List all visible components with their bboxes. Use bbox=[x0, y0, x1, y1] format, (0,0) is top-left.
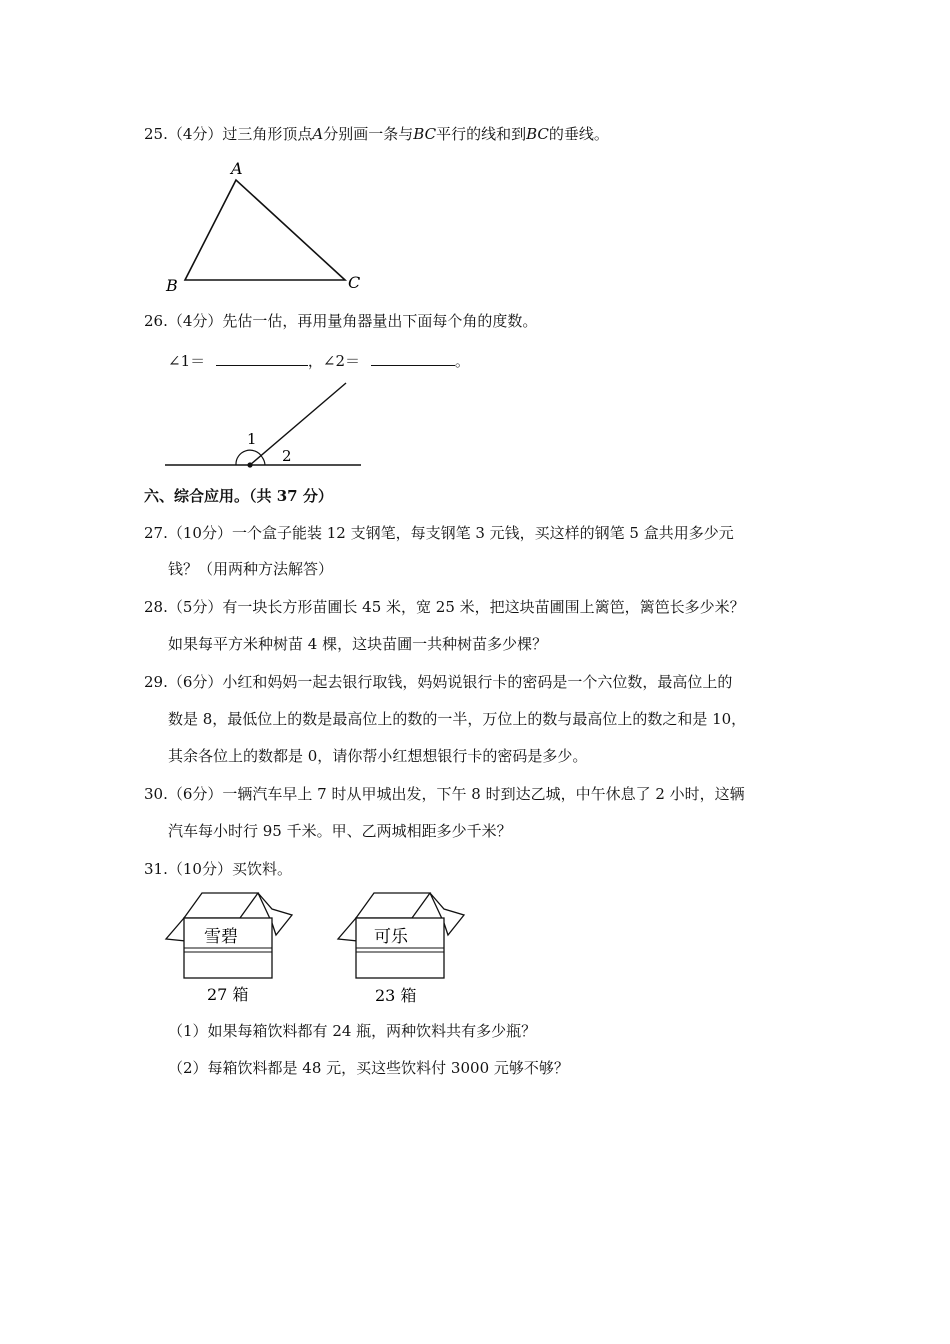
question-31 bbox=[144, 859, 292, 879]
question-text: 分别画一条与 bbox=[323, 125, 414, 143]
cola-count: 23 箱 bbox=[375, 986, 417, 1005]
angle1-label: ∠1＝ bbox=[168, 352, 206, 370]
question-number: 28. bbox=[144, 598, 168, 616]
angle1-answer-blank[interactable] bbox=[216, 351, 308, 366]
separator: ， bbox=[307, 352, 323, 370]
question-score: （4分） bbox=[167, 125, 223, 143]
sentence-end: 。 bbox=[454, 352, 470, 370]
question-29-continued: 数是 8，最低位上的数是最高位上的数的一半，万位上的数与最高位上的数之和是 10， bbox=[168, 710, 747, 728]
cola-label: 可乐 bbox=[374, 927, 408, 947]
question-28-continued: 如果每平方米种树苗 4 棵，这块苗圃一共种树苗多少棵？ bbox=[168, 635, 548, 653]
question-score: （10分） bbox=[167, 524, 232, 542]
vertex-point bbox=[247, 462, 252, 467]
question-30 bbox=[144, 784, 745, 804]
question-text: 有一块长方形苗圃长 45 米，宽 25 米，把这块苗圃围上篱笆，篱笆长多少米？ bbox=[222, 598, 745, 616]
side-label: BC bbox=[526, 125, 549, 143]
question-number: 26. bbox=[144, 312, 168, 330]
question-number: 25. bbox=[144, 125, 168, 143]
drink-boxes-figure bbox=[160, 885, 480, 1010]
sprite-count: 27 箱 bbox=[207, 985, 249, 1004]
angle-figure bbox=[160, 378, 370, 473]
angle2-answer-blank[interactable] bbox=[371, 351, 455, 366]
question-text: 过三角形顶点 bbox=[222, 125, 313, 143]
triangle-figure bbox=[160, 155, 370, 300]
question-score: （6分） bbox=[167, 785, 223, 803]
angle2-label: ∠2＝ bbox=[322, 352, 361, 370]
angle1-mark: 1 bbox=[247, 430, 257, 448]
question-score: （5分） bbox=[167, 598, 223, 616]
section-heading: 六、综合应用。（共 37 分） bbox=[144, 487, 333, 505]
triangle-label-b: B bbox=[166, 276, 178, 295]
question-text: 一个盒子能装 12 支钢笔，每支钢笔 3 元钱，买这样的钢笔 5 盒共用多少元 bbox=[231, 524, 734, 542]
triangle-label-c: C bbox=[348, 273, 361, 292]
angle2-arc bbox=[262, 457, 265, 465]
question-31-part-1: （1）如果每箱饮料都有 24 瓶，两种饮料共有多少瓶？ bbox=[168, 1022, 537, 1040]
question-27 bbox=[144, 523, 734, 543]
angle-ray bbox=[250, 383, 346, 465]
question-26 bbox=[144, 311, 537, 331]
triangle-label-a: A bbox=[231, 159, 243, 178]
question-text: 小红和妈妈一起去银行取钱，妈妈说银行卡的密码是一个六位数，最高位上的 bbox=[222, 673, 733, 691]
question-30-continued: 汽车每小时行 95 千米。甲、乙两城相距多少千米？ bbox=[168, 822, 512, 840]
sprite-label: 雪碧 bbox=[204, 927, 238, 947]
question-text: 的垂线。 bbox=[548, 125, 609, 143]
question-25 bbox=[144, 124, 609, 144]
question-29-continued: 其余各位上的数都是 0，请你帮小红想想银行卡的密码是多少。 bbox=[168, 747, 588, 765]
question-28 bbox=[144, 597, 745, 617]
question-number: 31. bbox=[144, 860, 168, 878]
angle2-mark: 2 bbox=[282, 447, 292, 465]
vertex-label: A bbox=[312, 125, 324, 143]
question-number: 27. bbox=[144, 524, 168, 542]
question-29 bbox=[144, 672, 732, 692]
question-score: （4分） bbox=[167, 312, 223, 330]
question-27-continued: 钱？（用两种方法解答） bbox=[168, 560, 334, 578]
side-label: BC bbox=[413, 125, 437, 143]
question-text: 先估一估，再用量角器量出下面每个角的度数。 bbox=[222, 312, 538, 330]
question-score: （10分） bbox=[167, 860, 232, 878]
cola-box bbox=[338, 893, 464, 1005]
triangle-abc bbox=[185, 180, 345, 280]
angle-answer-row bbox=[168, 351, 470, 371]
question-31-part-2: （2）每箱饮料都是 48 元，买这些饮料付 3000 元够不够？ bbox=[168, 1059, 569, 1077]
question-text: 买饮料。 bbox=[231, 860, 292, 878]
question-number: 30. bbox=[144, 785, 168, 803]
question-number: 29. bbox=[144, 673, 168, 691]
sprite-box bbox=[166, 893, 292, 1004]
question-score: （6分） bbox=[167, 673, 223, 691]
question-text: 一辆汽车早上 7 时从甲城出发，下午 8 时到达乙城，中午休息了 2 小时，这辆 bbox=[222, 785, 745, 803]
question-text: 平行的线和到 bbox=[436, 125, 527, 143]
